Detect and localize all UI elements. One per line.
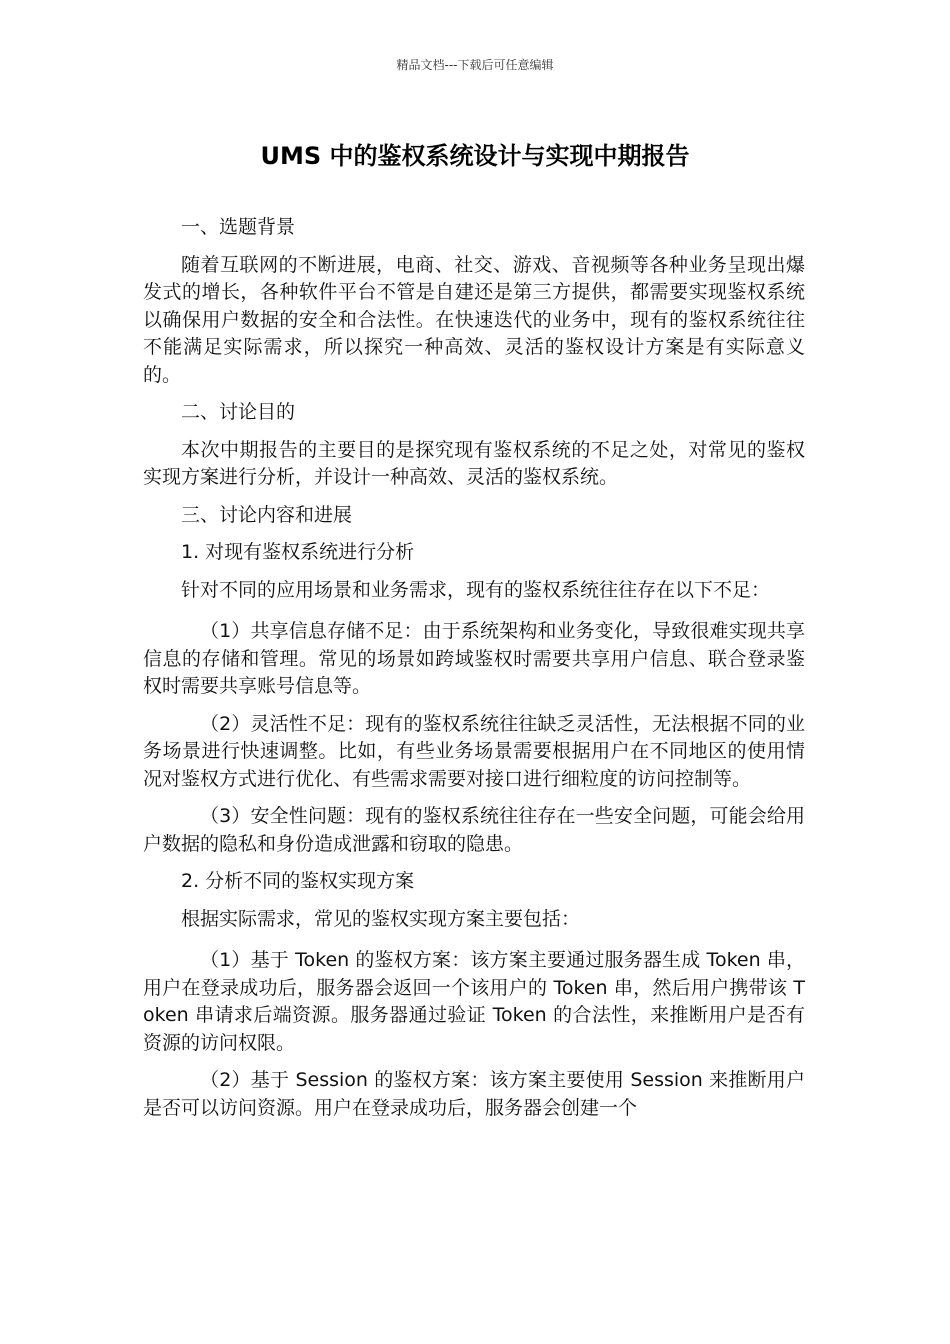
schemes-intro-paragraph: 根据实际需求，常见的鉴权实现方案主要包括： (181, 907, 581, 930)
section-heading-purpose: 二、讨论目的 (181, 401, 296, 423)
analysis-item-shared-storage: （1）共享信息存储不足：由于系统架构和业务变化，导致很难实现共享信息的存储和管理。常见的场景如跨域鉴权时需要共享用户信息、联合登录鉴权时需要共享账号信息等。 (143, 620, 805, 697)
page-header: 精品文档---下载后可任意编辑 (396, 58, 554, 72)
background-paragraph: 随着互联网的不断进展，电商、社交、游戏、音视频等各种业务呈现出爆发式的增长，各种软件平台不管是自建还是第三方提供，都需要实现鉴权系统以确保用户数据的安全和合法性。在快速迭代的业务中，现有的鉴权系统往往不能满足实际需求，所以探究一种高效、灵活的鉴权设计方案是有实际意义的。 (143, 253, 805, 386)
scheme-item-session: （2）基于 Session 的鉴权方案：该方案主要使用 Session 来推断用户是否可以访问资源。用户在登录成功后，服务器会创建一个 (143, 1069, 805, 1119)
subsection-heading-schemes: 2. 分析不同的鉴权实现方案 (181, 870, 415, 892)
purpose-paragraph: 本次中期报告的主要目的是探究现有鉴权系统的不足之处，对常见的鉴权实现方案进行分析，并设计一种高效、灵活的鉴权系统。 (143, 438, 805, 488)
document-title: UMS 中的鉴权系统设计与实现中期报告 (260, 142, 690, 170)
analysis-intro-paragraph: 针对不同的应用场景和业务需求，现有的鉴权系统往往存在以下不足： (181, 578, 771, 601)
analysis-item-security: （3）安全性问题：现有的鉴权系统往往存在一些安全问题，可能会给用户数据的隐私和身份造成泄露和窃取的隐患。 (143, 805, 805, 855)
subsection-heading-analysis: 1. 对现有鉴权系统进行分析 (181, 541, 415, 563)
document-body (143, 214, 805, 1122)
scheme-item-token: （1）基于 Token 的鉴权方案：该方案主要通过服务器生成 Token 串，用户在登录成功后，服务器会返回一个该用户的 Token 串，然后用户携带该 Token 串请求后端资源。服务器通过验证 Token 的合法性，来推断用户是否有资源的访问权限。 (143, 949, 805, 1054)
analysis-item-flexibility: （2）灵活性不足：现有的鉴权系统往往缺乏灵活性，无法根据不同的业务场景进行快速调整。比如，有些业务场景需要根据用户在不同地区的使用情况对鉴权方式进行优化、有些需求需要对接口进行细粒度的访问控制等。 (143, 712, 805, 790)
section-heading-background: 一、选题背景 (181, 216, 296, 238)
section-heading-content: 三、讨论内容和进展 (181, 503, 353, 526)
